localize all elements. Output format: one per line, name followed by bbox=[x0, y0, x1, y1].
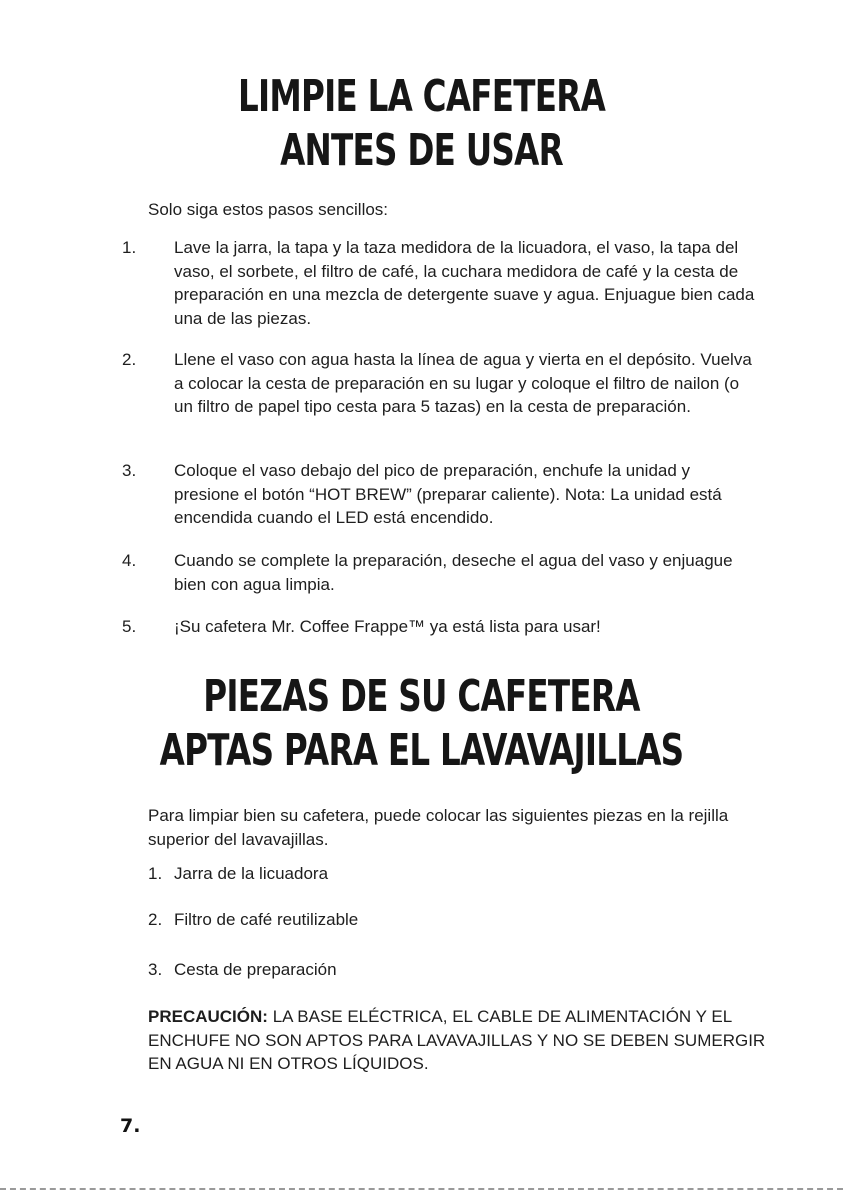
heading-line-2: APTAS PARA EL LAVAVAJILLAS bbox=[159, 725, 684, 776]
list-item-number: 1. bbox=[122, 238, 137, 257]
list-item-number: 1. bbox=[148, 864, 163, 883]
section-heading-dishwasher-safe-parts bbox=[110, 670, 734, 778]
list-item-number: 3. bbox=[148, 960, 163, 979]
list-item bbox=[122, 236, 758, 330]
list-item bbox=[122, 615, 758, 639]
list-item-text: Coloque el vaso debajo del pico de preparación, enchufe la unidad y presione el botón “HOT BREW” (preparar caliente). Nota: La unidad está encendida cuando el LED está encendido. bbox=[174, 461, 722, 527]
list-item-text: Jarra de la licuadora bbox=[174, 864, 329, 883]
list-item-number: 2. bbox=[122, 350, 137, 369]
caution-notice bbox=[148, 1005, 778, 1076]
intro-text: Solo siga estos pasos sencillos: bbox=[148, 200, 389, 219]
page-number: 7. bbox=[120, 1115, 141, 1137]
list-item-text: Cesta de preparación bbox=[174, 960, 337, 979]
list-item bbox=[148, 862, 758, 886]
bottom-divider bbox=[0, 1188, 843, 1190]
section-heading-clean-before-use bbox=[110, 70, 734, 178]
dishwasher-intro-text: Para limpiar bien su cafetera, puede colocar las siguientes piezas en la rejilla superior del lavavajillas. bbox=[148, 806, 729, 849]
list-item bbox=[122, 348, 758, 419]
heading-line-2: ANTES DE USAR bbox=[280, 125, 563, 176]
list-item-text: ¡Su cafetera Mr. Coffee Frappe™ ya está lista para usar! bbox=[174, 617, 601, 636]
list-item-number: 4. bbox=[122, 551, 137, 570]
list-item-text: Filtro de café reutilizable bbox=[174, 910, 359, 929]
caution-label: PRECAUCIÓN: bbox=[148, 1007, 268, 1026]
list-item-number: 2. bbox=[148, 910, 163, 929]
list-item bbox=[148, 908, 758, 932]
list-item-number: 3. bbox=[122, 461, 137, 480]
list-item bbox=[148, 958, 758, 982]
list-item-text: Cuando se complete la preparación, deseche el agua del vaso y enjuague bien con agua limpia. bbox=[174, 551, 733, 594]
list-item-text: Llene el vaso con agua hasta la línea de agua y vierta en el depósito. Vuelva a colocar la cesta de preparación en su lugar y coloque el filtro de nailon (o un filtro de papel tipo cesta para 5 tazas) en la cesta de preparación. bbox=[174, 350, 752, 416]
list-item-number: 5. bbox=[122, 617, 137, 636]
list-item-text: Lave la jarra, la tapa y la taza medidora de la licuadora, el vaso, la tapa del vaso, el sorbete, el filtro de café, la cuchara medidora de café y la cesta de preparación en una mezcla de detergente suave y agua. Enjuague bien cada una de las piezas. bbox=[174, 238, 755, 328]
caution-text: LA BASE ELÉCTRICA, EL CABLE DE ALIMENTACIÓN Y EL ENCHUFE NO SON APTOS PARA LAVAVAJILLAS Y NO SE DEBEN SUMERGIR EN AGUA NI EN OTROS LÍQUIDOS. bbox=[148, 1007, 766, 1073]
list-item bbox=[122, 459, 758, 530]
heading-line-1: LIMPIE LA CAFETERA bbox=[237, 71, 606, 122]
list-item bbox=[122, 549, 758, 596]
heading-line-1: PIEZAS DE SU CAFETERA bbox=[203, 671, 640, 722]
